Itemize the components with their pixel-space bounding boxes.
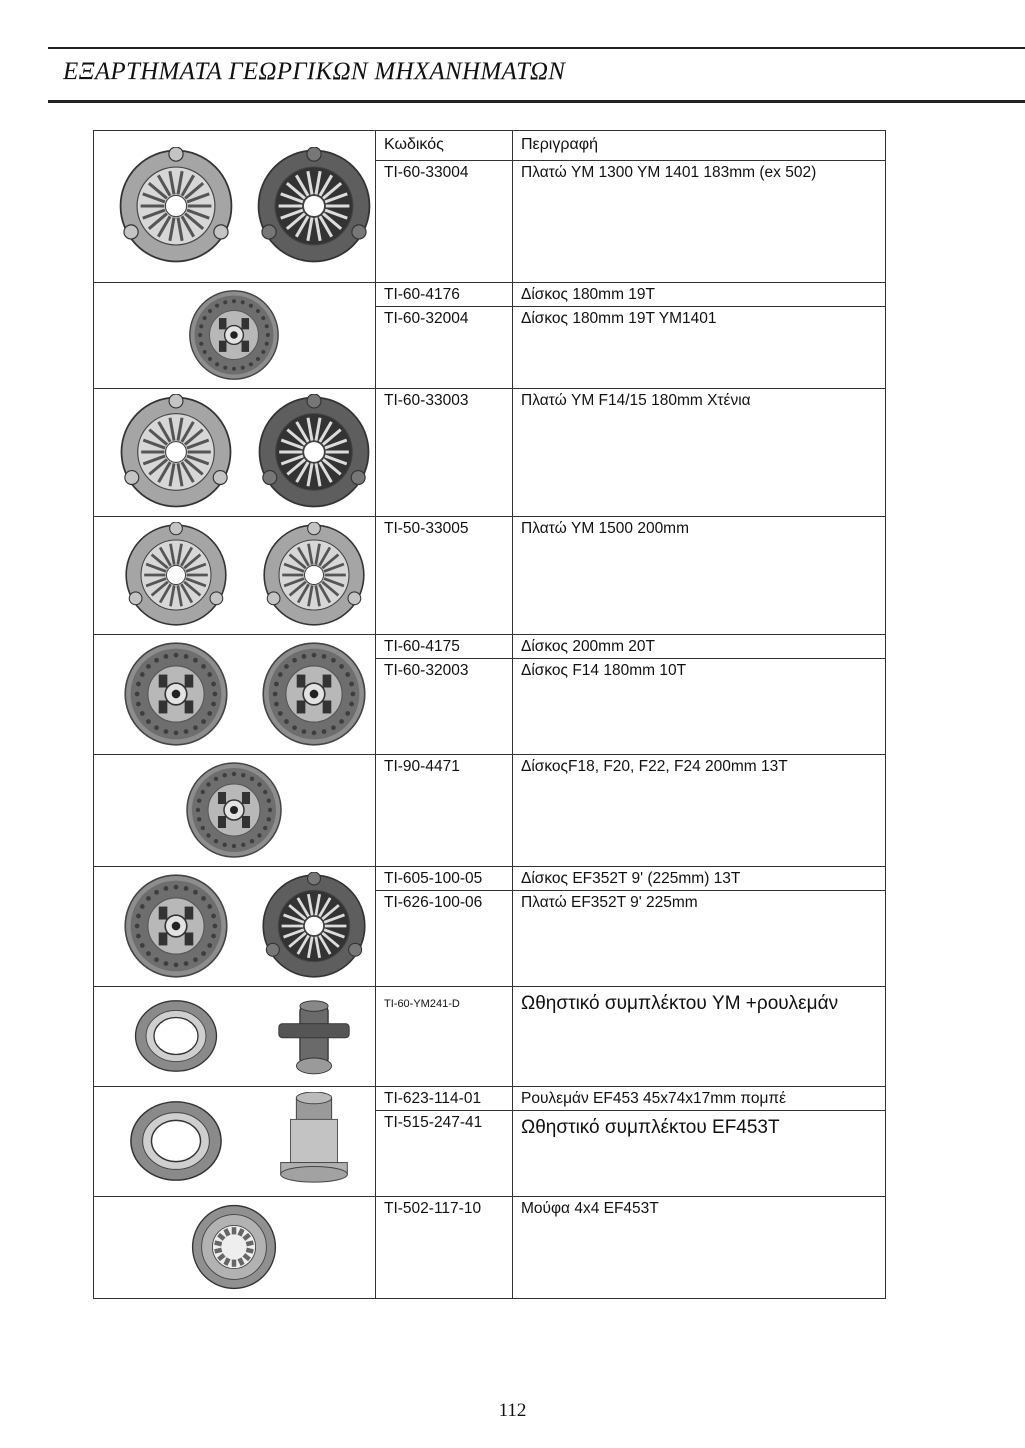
part-code-cell: [376, 635, 513, 755]
clutch-disc-image: [260, 640, 368, 748]
part-code-cell: [376, 987, 513, 1087]
pressure-plate-image: [261, 522, 367, 628]
table-row: [94, 1197, 886, 1299]
product-image-cell: [94, 1087, 376, 1197]
product-image-cell: [94, 635, 376, 755]
table-row: [94, 867, 886, 987]
code-column-header: Κωδικός: [384, 136, 444, 153]
release-sleeve-image: [265, 1092, 363, 1190]
part-description: Ρουλεμάν EF453 45x74x17mm πομπέ: [513, 1087, 885, 1111]
part-description: Ωθηστικό συμπλέκτου YM +ρουλεμάν: [521, 993, 839, 1014]
clutch-disc-image: [187, 288, 281, 382]
product-image-cell: [94, 987, 376, 1087]
part-description-cell: [513, 389, 886, 517]
part-code-cell: [376, 389, 513, 517]
part-description-cell: [513, 283, 886, 389]
header-rule-bottom: [48, 100, 1025, 103]
part-description: Πλατώ EF352T 9' 225mm: [521, 894, 698, 911]
coupling-sleeve-image: [189, 1202, 279, 1292]
release-bearing-image: [270, 992, 358, 1080]
part-code-cell: [376, 867, 513, 987]
clutch-disc-image: [122, 872, 230, 980]
pressure-plate-dark-image: [260, 872, 368, 980]
part-description-cell: [513, 635, 886, 755]
table-row: [94, 1087, 886, 1197]
part-description: Πλατώ YM 1500 200mm: [521, 520, 690, 537]
part-code: TI-50-33005: [384, 520, 469, 537]
part-description-cell: [513, 161, 886, 283]
page-number: 112: [498, 1400, 527, 1421]
part-description: Δίσκος 200mm 20T: [513, 635, 885, 659]
product-image-cell: [94, 1197, 376, 1299]
part-code-cell: [376, 755, 513, 867]
pressure-plate-image: [117, 147, 235, 265]
table-row: [94, 987, 886, 1087]
part-description: Δίσκος F14 180mm 10T: [521, 662, 687, 679]
bearing-ring-image: [127, 1092, 225, 1190]
part-description-cell: [513, 755, 886, 867]
product-image-cell: [94, 517, 376, 635]
table-row: [94, 635, 886, 755]
header-rule-top: [48, 47, 1025, 49]
part-code: TI-605-100-05: [376, 867, 512, 891]
part-code: TI-90-4471: [384, 758, 460, 775]
pressure-plate-image: [123, 522, 229, 628]
part-description-cell: [513, 987, 886, 1087]
part-description: Ωθηστικό συμπλέκτου EF453T: [521, 1117, 780, 1138]
code-column-header-cell: [376, 131, 513, 161]
part-code: TI-515-247-41: [384, 1114, 483, 1131]
part-code: TI-60-4176: [376, 283, 512, 307]
part-code-cell: [376, 517, 513, 635]
product-image-cell: [94, 755, 376, 867]
table-row: [94, 755, 886, 867]
part-description-cell: [513, 1197, 886, 1299]
part-code-cell: [376, 1087, 513, 1197]
part-description-cell: [513, 867, 886, 987]
table-header-row: [94, 131, 886, 161]
part-code: TI-502-117-10: [384, 1200, 482, 1217]
part-code: TI-60-32003: [384, 662, 469, 679]
part-code: TI-626-100-06: [384, 894, 483, 911]
table-row: [94, 389, 886, 517]
product-image-cell: [94, 283, 376, 389]
clutch-disc-image: [184, 760, 284, 860]
part-description: Πλατώ YM F14/15 180mm Χτένια: [521, 392, 751, 409]
part-code: TI-60-YM241-D: [384, 998, 460, 1010]
pressure-plate-dark-image: [255, 147, 373, 265]
part-code-cell: [376, 283, 513, 389]
description-column-header-cell: [513, 131, 886, 161]
part-description: Δίσκος EF352T 9' (225mm) 13T: [513, 867, 885, 891]
part-code: TI-60-32004: [384, 310, 469, 327]
part-code: TI-60-33004: [384, 164, 469, 181]
description-column-header: Περιγραφή: [521, 136, 598, 153]
part-code-cell: [376, 161, 513, 283]
page-header-title: ΕΞΑΡΤΗΜΑΤΑ ΓΕΩΡΓΙΚΩΝ ΜΗΧΑΝΗΜΑΤΩΝ: [63, 58, 566, 85]
pressure-plate-image: [118, 394, 234, 510]
part-code: TI-60-33003: [384, 392, 469, 409]
bearing-ring-image: [132, 992, 220, 1080]
part-description: ΔίσκοςF18, F20, F22, F24 200mm 13T: [521, 758, 788, 775]
part-description: Δίσκος 180mm 19T: [513, 283, 885, 307]
product-image-cell: [94, 389, 376, 517]
pressure-plate-dark-image: [256, 394, 372, 510]
part-code: TI-623-114-01: [376, 1087, 512, 1111]
product-image-cell: [94, 867, 376, 987]
part-description: Δίσκος 180mm 19T YM1401: [521, 310, 717, 327]
part-code: TI-60-4175: [376, 635, 512, 659]
part-code-cell: [376, 1197, 513, 1299]
table-row: [94, 283, 886, 389]
part-description-cell: [513, 1087, 886, 1197]
parts-table: [93, 130, 886, 1299]
part-description: Πλατώ YM 1300 YM 1401 183mm (ex 502): [521, 164, 817, 181]
clutch-disc-image: [122, 640, 230, 748]
product-image-cell: [94, 131, 376, 283]
table-row: [94, 517, 886, 635]
part-description: Μούφα 4x4 EF453T: [521, 1200, 659, 1217]
part-description-cell: [513, 517, 886, 635]
